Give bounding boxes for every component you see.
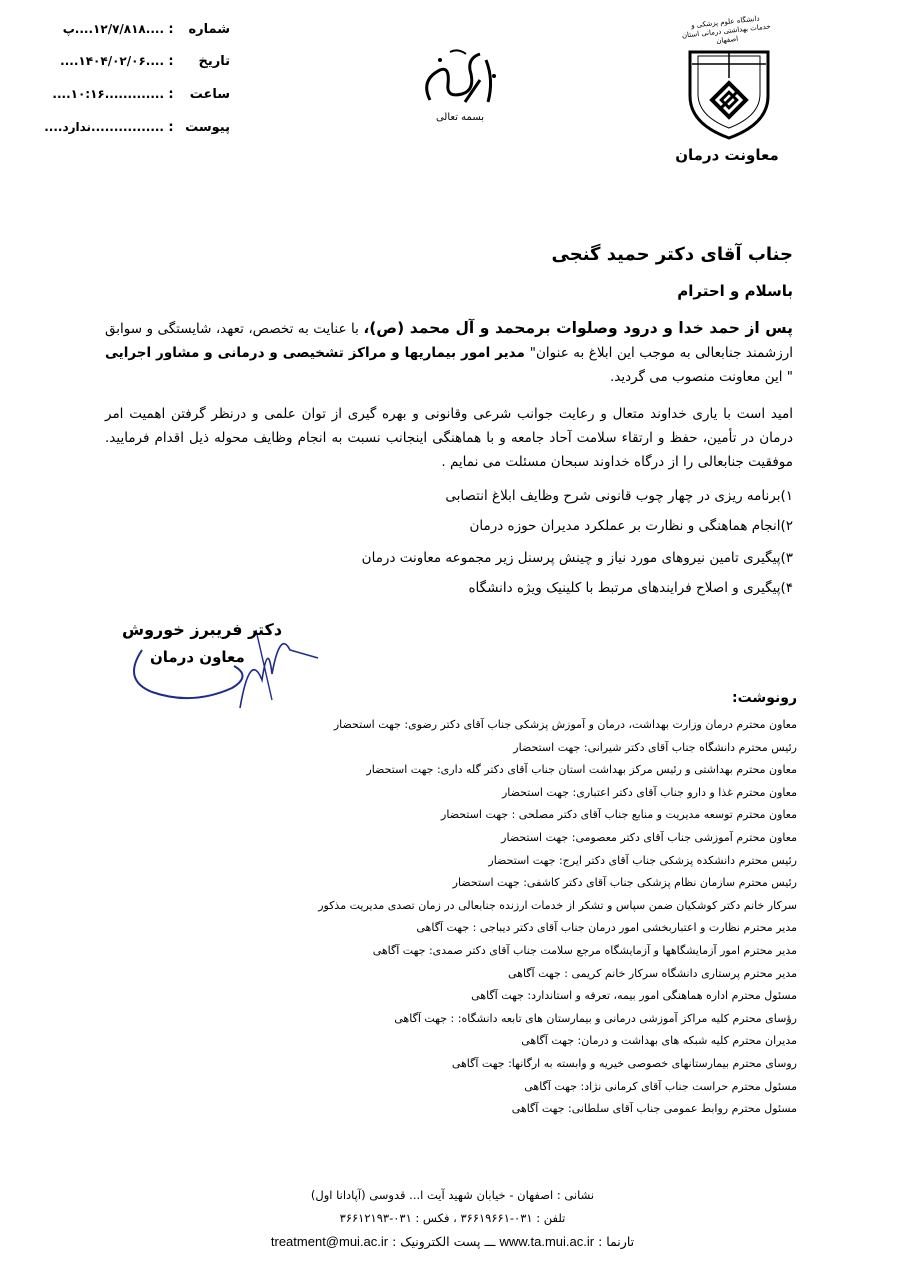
- meta-value: .............۱۰:۱۶....: [52, 87, 164, 101]
- meta-label: ساعت: [189, 87, 230, 102]
- duty-item: ۱)برنامه ریزی در چهار چوب قانونی شرح وظایف ابلاغ انتصابی: [445, 488, 793, 504]
- cc-item: مدیر محترم نظارت و اعتباربخشی امور درمان جناب آقای دکتر دیباجی : جهت آگاهی: [416, 921, 797, 935]
- meta-date: تاریخ:....۱۴۰۴/۰۲/۰۶....: [60, 54, 230, 69]
- cc-item: معاون محترم بهداشتی و رئیس مرکز بهداشت استان جناب آقای دکتر گله داری: جهت استحضار: [366, 763, 797, 777]
- duty-item: ۲)انجام هماهنگی و نظارت بر عملکرد مدیران حوزه درمان: [469, 518, 793, 534]
- cc-item: معاون محترم آموزشی جناب آقای دکتر معصومی: جهت استحضار: [501, 830, 797, 844]
- paragraph-appointment: [105, 316, 793, 389]
- paragraph-wishes: امید است با یاری خداوند متعال و رعایت جوانب شرعی وقانونی و بهره گیری از توان علمی و درنظر گرفتن اهمیت امر درمان در تأمین، حفظ و ارتقاء سلامت آحاد جامعه و با هماهنگی اینجانب نسبت به انجام وظایف محوله ذیل اقدام فرمایید. موفقیت جنابعالی را از درگاه خداوند سبحان مسئلت می نمایم .: [105, 406, 793, 470]
- meta-value: ................ندارد....: [44, 120, 164, 134]
- university-name-calligraphy: دانشگاه علوم پزشکی و خدمات بهداشتی درمانی استان اصفهان: [681, 14, 772, 46]
- footer-phone: تلفن : ۰۳۱-۳۶۶۱۹۶۶۱ ، فکس : ۰۳۱-۳۶۶۱۲۱۹۳: [339, 1211, 566, 1225]
- cc-item: رؤسای محترم کلیه مراکز آموزشی درمانی و بیمارستان های تابعه دانشگاه: : جهت آگاهی: [394, 1011, 797, 1025]
- cc-item: مدیر محترم پرستاری دانشگاه سرکار خانم کریمی : جهت آگاهی: [507, 966, 797, 980]
- department-name: معاونت درمان: [675, 146, 779, 164]
- cc-item: رئیس محترم دانشکده پزشکی جناب آقای دکتر ایرج: جهت استحضار: [488, 853, 797, 867]
- cc-item: سرکار خانم دکتر کوشکیان ضمن سپاس و تشکر از خدمات ارزنده جنابعالی در زمان تصدی مدیریت مذکور: [318, 898, 797, 912]
- meta-number: شماره:....۱۲/۷/۸۱۸....پ: [62, 22, 230, 37]
- cc-item: مدیران محترم کلیه شبکه های بهداشت و درمان: جهت آگاهی: [521, 1034, 797, 1048]
- duty-item: ۴)پیگیری و اصلاح فرایندهای مرتبط با کلینیک ویژه دانشگاه: [468, 580, 793, 596]
- cc-title: رونوشت:: [732, 690, 797, 706]
- cc-list: [117, 714, 797, 1121]
- appointed-title: مدیر امور بیماریها و مراکز تشخیصی و درمانی و مشاور اجرایی: [105, 345, 530, 361]
- signatory-title: معاون درمان: [150, 648, 245, 666]
- bismillah-calligraphy-icon: [410, 40, 510, 110]
- cc-item: مسئول محترم اداره هماهنگی امور بیمه، تعرفه و استاندارد: جهت آگاهی: [471, 989, 797, 1003]
- cc-item: معاون محترم غذا و دارو جناب آقای دکتر اعتباری: جهت استحضار: [501, 785, 797, 799]
- meta-value: ....۱۴۰۴/۰۲/۰۶....: [60, 54, 164, 68]
- footer-contact: [0, 1234, 905, 1249]
- paragraph-lead: پس از حمد خدا و درود وصلوات برمحمد و آل محمد (ص)،: [363, 319, 793, 337]
- cc-item: مسئول محترم روابط عمومی جناب آقای سلطانی: جهت آگاهی: [511, 1102, 797, 1116]
- cc-item: رئیس محترم سازمان نظام پزشکی جناب آقای دکتر کاشفی: جهت استحضار: [452, 876, 797, 890]
- website-link[interactable]: www.ta.mui.ac.ir: [499, 1234, 595, 1249]
- email-link[interactable]: treatment@mui.ac.ir: [270, 1234, 389, 1249]
- meta-label: تاریخ: [198, 54, 230, 69]
- cc-item: روسای محترم بیمارستانهای خصوصی خیریه و وابسته به ارگانها: جهت آگاهی: [451, 1056, 797, 1070]
- meta-time: ساعت:.............۱۰:۱۶....: [52, 87, 230, 102]
- website-label: تارنما :: [598, 1234, 635, 1249]
- greeting: باسلام و احترام: [677, 282, 793, 300]
- cc-item: مسئول محترم حراست جناب آقای کرمانی نژاد: جهت آگاهی: [524, 1079, 797, 1093]
- cc-item: مدیر محترم امور آزمایشگاهها و آزمایشگاه مرجع سلامت جناب آقای دکتر صمدی: جهت آگاهی: [372, 943, 797, 957]
- meta-attachment: پیوست:................ندارد....: [44, 120, 230, 135]
- paragraph-text: با عنایت به تخصص، تعهد، شایستگی و سوابق ارزشمند جنابعالی به موجب این ابلاغ به عنوان": [105, 321, 794, 361]
- meta-value: ....۱۲/۷/۸۱۸....پ: [62, 22, 164, 36]
- addressee: جناب آقای دکتر حمید گنجی: [551, 244, 793, 265]
- cc-item: رئیس محترم دانشگاه جناب آقای دکتر شیرانی: جهت استحضار: [513, 740, 797, 754]
- signatory-name: دکتر فریبرز خوروش: [122, 620, 283, 639]
- footer-address: نشانی : اصفهان - خیابان شهید آیت ا... قدوسی (آپادانا اول): [310, 1188, 595, 1202]
- meta-label: پیوست: [185, 120, 230, 135]
- meta-label: شماره: [188, 22, 230, 37]
- cc-item: معاون محترم درمان وزارت بهداشت، درمان و آموزش پزشکی جناب آقای دکتر رضوی: جهت استحضار: [333, 718, 797, 731]
- paragraph-end: " این معاونت منصوب می گردید.: [609, 369, 793, 385]
- cc-item: معاون محترم توسعه مدیریت و منابع جناب آقای دکتر مصلحی : جهت استحضار: [441, 808, 797, 822]
- email-label: ـــ پست الکترونیک :: [392, 1234, 496, 1249]
- duty-item: ۳)پیگیری تامین نیروهای مورد نیاز و چینش پرسنل زیر مجموعه معاونت درمان: [361, 550, 793, 566]
- bismillah-text: بسمه تعالی: [435, 112, 485, 123]
